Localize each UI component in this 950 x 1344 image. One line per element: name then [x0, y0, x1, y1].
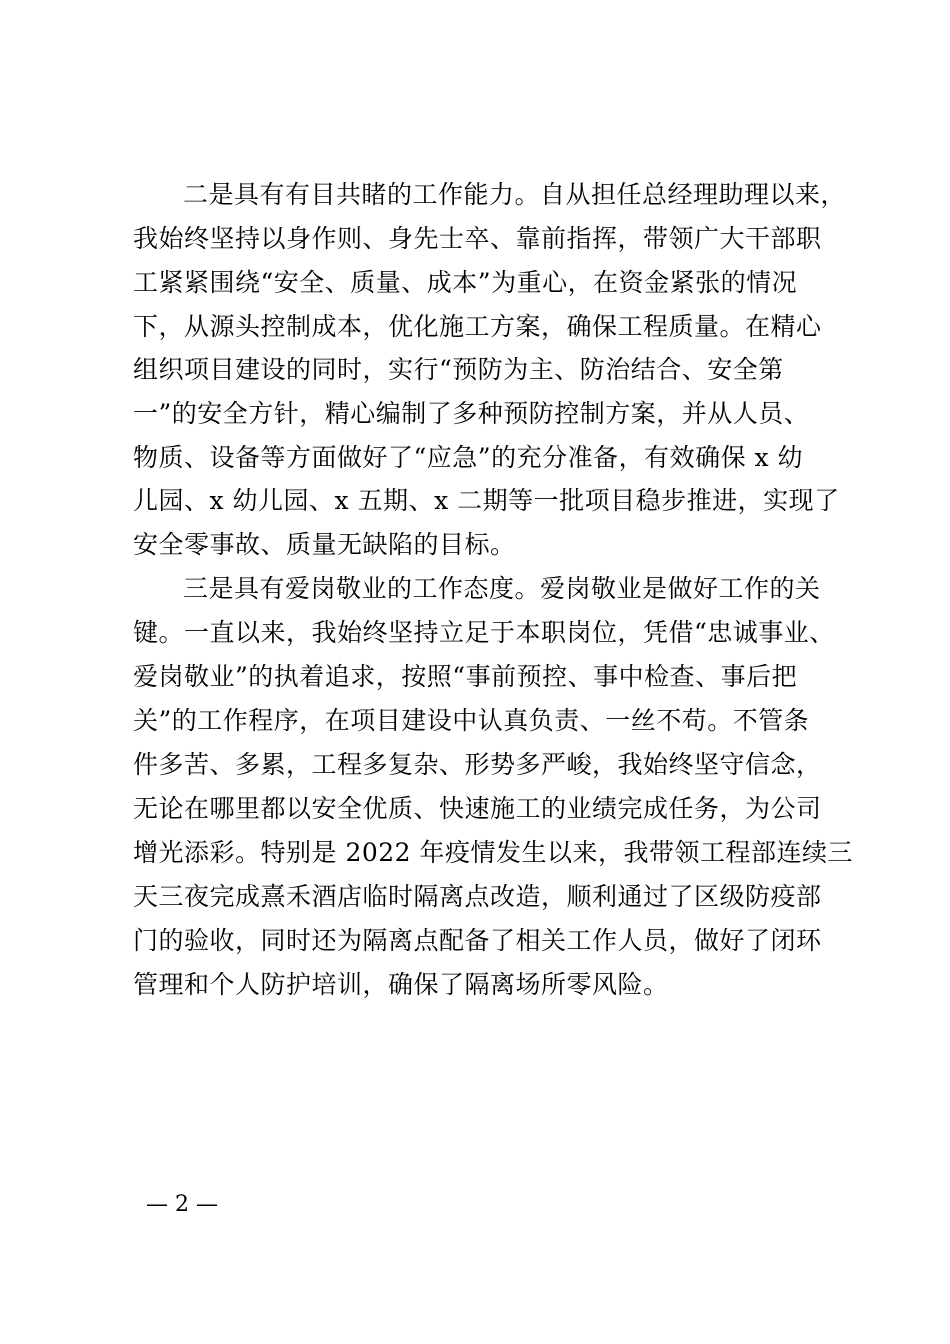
paragraph-2-line-8: 天三夜完成熹禾酒店临时隔离点改造，顺利通过了区级防疫部	[133, 882, 822, 911]
page-number: — 2 —	[146, 1192, 218, 1217]
paragraph-1-line-4: 下，从源头控制成本，优化施工方案，确保工程质量。在精心	[133, 312, 822, 341]
paragraph-2-line-2: 键。一直以来，我始终坚持立足于本职岗位，凭借“忠诚事业、	[133, 618, 835, 647]
paragraph-1-line-5: 组织项目建设的同时，实行“预防为主、防治结合、安全第	[133, 355, 784, 384]
paragraph-2-line-7: 增光添彩。特别是 2022 年疫情发生以来，我带领工程部连续三	[133, 838, 854, 867]
paragraph-2-line-3: 爱岗敬业”的执着追求，按照“事前预控、事中检查、事后把	[133, 662, 798, 691]
paragraph-2-line-1: 三是具有爱岗敬业的工作态度。爱岗敬业是做好工作的关	[183, 574, 821, 603]
paragraph-2-line-9: 门的验收，同时还为隔离点配备了相关工作人员，做好了闭环	[133, 926, 822, 955]
paragraph-1-line-3: 工紧紧围绕“安全、质量、成本”为重心，在资金紧张的情况	[133, 268, 798, 297]
paragraph-1-line-8: 儿园、x 幼儿园、x 五期、x 二期等一批项目稳步推进，实现了	[133, 486, 840, 515]
paragraph-2-line-10: 管理和个人防护培训，确保了隔离场所零风险。	[133, 970, 669, 999]
paragraph-2-line-4: 关”的工作程序，在项目建设中认真负责、一丝不苟。不管条	[133, 706, 810, 735]
paragraph-2-line-5: 件多苦、多累，工程多复杂、形势多严峻，我始终坚守信念，	[133, 750, 822, 779]
paragraph-1-line-1: 二是具有有目共睹的工作能力。自从担任总经理助理以来，	[183, 180, 847, 209]
paragraph-2-line-6: 无论在哪里都以安全优质、快速施工的业绩完成任务，为公司	[133, 794, 822, 823]
paragraph-1-line-9: 安全零事故、质量无缺陷的目标。	[133, 530, 516, 559]
paragraph-1-line-6: 一”的安全方针，精心编制了多种预防控制方案，并从人员、	[133, 399, 810, 428]
paragraph-1-line-2: 我始终坚持以身作则、身先士卒、靠前指挥，带领广大干部职	[133, 224, 822, 253]
paragraph-1-line-7: 物质、设备等方面做好了“应急”的充分准备，有效确保 x 幼	[133, 443, 804, 472]
